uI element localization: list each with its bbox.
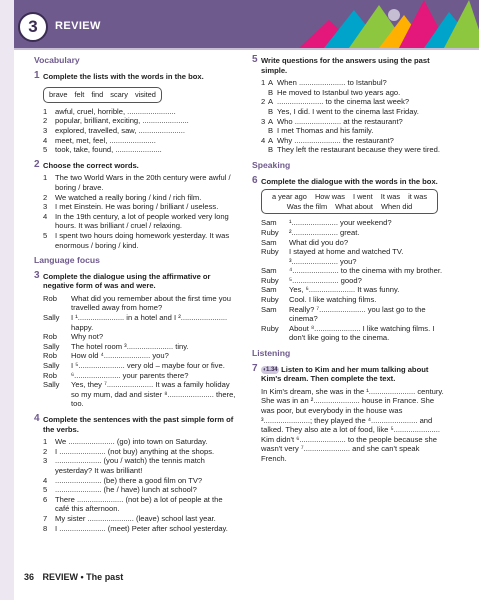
item-text: We watched a really boring / kind / rich film. [55,192,202,202]
item-number: 1 [43,437,48,447]
exercise-instruction: Write questions for the answers using the past simple. [261,56,430,75]
item-text: I spent two hours doing homework yesterday. It was enormous / boring / kind. [55,230,230,250]
box-word: brave [49,90,68,100]
vocabulary-heading: Vocabulary [34,55,80,65]
speaker-b-label: B [268,106,274,116]
answer-text: Yes, I did. I went to the cinema last Friday. [277,106,419,116]
speaker-b-label: B [268,87,274,97]
item-number: 4 [43,135,48,145]
item-text: took, take, found, ...................... [55,145,162,155]
speaker-b-label: B [268,145,274,155]
box-phrase: a year ago [271,192,307,202]
exercise-7 [252,362,447,464]
list-item [43,437,239,447]
dialogue-text: What did you do? [289,237,349,247]
item-text: ...................... (he / have) lunch at school? [55,485,197,495]
qa-pair [261,136,447,155]
question-line [261,117,447,127]
item-text: awful, cruel, horrible, ....................... [55,106,176,116]
list-item [43,456,239,475]
box-word: find [91,90,104,100]
left-margin-strip [0,0,14,600]
item-text: The two World Wars in the 20th century were awful / boring / brave. [55,173,231,192]
list-item [43,126,239,136]
dialogue-text: What did you remember about the first time you travelled away from home? [71,293,231,313]
item-number: 2 [43,446,48,456]
list-item [43,476,239,486]
question-text: Why ...................... the restaurant? [277,135,394,145]
question-line [261,136,447,146]
speaker-a-label: A [268,97,274,107]
item-text: explored, travelled, saw, ...................... [55,125,185,135]
answer-text: I met Thomas and his family. [277,126,374,136]
exercise-instruction [261,365,447,384]
list-item [43,485,239,495]
exercise-instruction: Complete the sentences with the past simple form of the verbs. [43,415,234,434]
item-number: 2 [261,97,266,107]
exercise-instruction: Complete the dialogue with the words in the box. [261,176,438,186]
dialogue-text: I stayed at home and watched TV. ³...................... you? [289,247,404,266]
dialogue-text: Yes, ⁶...................... It was funny. [289,285,400,295]
speaker-a-label: A [268,116,274,126]
speaker-name: Ruby [261,227,279,237]
word-box [43,87,162,103]
box-phrase: What about [335,201,373,211]
word-box-row [267,202,432,212]
exercise-6 [252,174,447,344]
dialogue-line [261,266,447,276]
gap-fill-text: In Kim's dream, she was in the ¹...................... century. She was in an ²...................... house in France. She was poor, but everybody in the house was ³......................; they played the ⁴...................... and talked. They also ate a lot of food, like ⁵...................... Kim didn't ⁶...................... to the people because she wasn't very ⁷...................... and she can't speak French. [261,386,444,463]
question-text: ...................... to the cinema last week? [277,97,410,107]
box-phrase: I went [352,192,373,202]
instruction-text: Listen to Kim and her mum talking about Kim's dream. Then complete the text. [261,364,429,384]
dialogue-line [43,351,239,361]
dialogue-text: ²...................... great. [289,227,360,237]
item-number: 3 [43,456,48,466]
exercise-number: 6 [252,174,258,186]
item-text: meet, met, feel, ...................... [55,135,156,145]
decorative-shapes [299,0,479,48]
dialogue-text: ⁵...................... good? [289,275,362,285]
speaker-name: Ruby [261,295,279,305]
dialogue-text: How old ⁴...................... you? [71,351,169,361]
item-number: 7 [43,513,48,523]
dialogue-text: ¹...................... your weekend? [289,218,392,228]
audio-track-icon[interactable]: ◖1.34 [262,366,278,373]
review-title: REVIEW [55,20,101,32]
answer-line [261,88,447,98]
dialogue-text: Really? ⁷...................... you last go to the cinema? [289,304,426,324]
dialogue-text: ⁴...................... to the cinema with my brother. [289,266,443,276]
speaker-name: Sam [261,218,277,228]
speaker-name: Sally [43,361,60,371]
box-word: visited [134,90,156,100]
qa-pair [261,97,447,116]
exercise-1 [34,69,239,155]
speaker-name: Sally [43,313,60,323]
page-number: 36 [24,572,35,582]
dialogue-line [261,238,447,248]
answer-line [261,126,447,136]
item-number: 4 [43,475,48,485]
list-item [43,136,239,146]
box-phrase: Was the film [286,201,328,211]
exercise-2 [34,158,239,250]
speaker-a-label: A [268,78,274,88]
question-line [261,97,447,107]
item-number: 4 [261,135,266,145]
speaker-name: Sam [261,266,277,276]
dialogue-line [261,305,447,324]
exercise-number: 2 [34,158,40,170]
answer-text: He moved to Istanbul two years ago. [277,87,401,97]
dialogue-text: I ⁵...................... very old – maybe four or five. [71,361,225,371]
item-number: 1 [43,173,48,183]
item-number: 3 [43,202,48,212]
question-line [261,78,447,88]
dialogue-line [43,342,239,352]
speaker-name: Sally [43,341,60,351]
dialogue-line [261,295,447,305]
speaking-heading: Speaking [252,159,291,170]
box-word: scary [110,90,128,100]
dialogue-line [261,228,447,238]
list-item [43,107,239,117]
box-word: felt [74,90,85,100]
answer-line [261,107,447,117]
box-phrase: How was [314,192,345,202]
answer-line [261,145,447,155]
dialogue-line [43,294,239,313]
item-number: 1 [261,78,266,88]
exercise-3 [34,269,239,409]
dialogue-line [43,361,239,371]
dialogue-line [261,276,447,286]
page-footer [24,572,123,582]
item-text: ...................... (you / watch) the tennis match yesterday? It was brilliant! [55,456,205,475]
speaker-a-label: A [268,135,274,145]
list-item [43,202,239,212]
item-number: 5 [43,485,48,495]
exercise-number: 4 [34,413,40,424]
exercise-instruction: Complete the lists with the words in the box. [43,71,204,81]
list-item [43,231,239,250]
exercise-instruction: Complete the dialogue using the affirmative or negative form of was and were. [43,271,211,291]
item-text: I ...................... (not buy) anything at the shops. [55,446,215,456]
list-item [43,524,239,534]
item-text: I ...................... (meet) Peter after school yesterday. [55,523,228,533]
speaker-name: Ruby [261,275,279,285]
exercise-5 [252,56,447,155]
question-text: Who ...................... at the restaurant? [277,116,403,126]
item-number: 4 [43,211,48,221]
item-text: popular, brilliant, exciting, ...................... [55,116,189,126]
box-phrase: When did [381,201,413,211]
item-number: 3 [43,125,48,135]
exercise-4 [34,415,239,533]
track-number: 1.34 [265,366,278,373]
dialogue-line [261,285,447,295]
item-text: ...................... (be) there a good film on TV? [55,475,203,485]
dialogue-text: Cool. I like watching films. [289,295,377,305]
speaker-name: Sam [261,237,277,247]
qa-pair [261,78,447,97]
speaker-b-label: B [268,126,274,136]
dialogue-text: The hotel room ³...................... tiny. [71,341,189,351]
language-focus-heading: Language focus [34,255,100,266]
dialogue-line [261,324,447,343]
dialogue-line [43,380,239,409]
list-item [43,193,239,203]
speaker-name: Rob [43,370,57,380]
item-text: We ...................... (go) into town on Saturday. [55,437,208,447]
speaker-name: Sally [43,380,60,390]
speaker-name: Sam [261,304,277,314]
list-item [43,116,239,126]
exercise-instruction: Choose the correct words. [43,160,139,170]
exercise-number: 7 [252,362,258,374]
word-box [261,189,438,214]
item-text: There ...................... (not be) a lot of people at the café this afternoon. [55,494,223,514]
item-number: 2 [43,192,48,202]
dialogue-line [43,332,239,342]
answer-text: They left the restaurant because they were tired. [277,145,440,155]
item-number: 8 [43,523,48,533]
exercise-number: 3 [34,269,40,281]
item-number: 2 [43,116,48,126]
question-text: When ...................... to Istanbul? [277,78,387,88]
exercise-number: 5 [252,54,258,65]
list-item [43,212,239,231]
item-number: 1 [43,106,48,116]
list-item [43,447,239,457]
dialogue-text: About ⁸...................... I like watching films. I don't like going to the cinema. [289,323,435,343]
dialogue-line [43,313,239,332]
listening-heading: Listening [252,348,291,359]
left-column [34,56,239,539]
right-column [252,56,447,470]
item-text: I met Einstein. He was boring / brilliant / useless. [55,202,219,212]
item-number: 5 [43,145,48,155]
dialogue-line [261,247,447,266]
speaker-name: Sam [261,285,277,295]
dialogue-text: Why not? [71,332,104,342]
dialogue-text: I ¹...................... in a hotel and I ²...................... happy. [71,313,228,332]
unit-number-badge: 3 [18,12,48,42]
qa-pair [261,117,447,136]
dialogue-line [261,218,447,228]
item-number: 6 [43,494,48,504]
word-box-row [267,192,432,202]
speaker-name: Rob [43,293,57,303]
footer-text: REVIEW • The past [42,572,124,582]
list-item [43,145,239,155]
dialogue-text: ⁶...................... your parents there? [71,370,189,380]
speaker-name: Ruby [261,247,279,257]
item-text: In the 19th century, a lot of people worked very long hours. It was brilliant / cruel / relaxing. [55,211,229,231]
dialogue-text: Yes, they ⁷...................... It was a family holiday so my mum, dad and sister ⁸...................... there, too. [71,380,236,409]
list-item [43,173,239,192]
speaker-name: Rob [43,332,57,342]
item-text: My sister ...................... (leave) school last year. [55,513,216,523]
box-phrase: it was [408,192,428,202]
exercise-number: 1 [34,69,40,81]
list-item [43,514,239,524]
box-phrase: It was [380,192,401,202]
list-item [43,495,239,514]
speaker-name: Ruby [261,323,279,333]
header-underline [14,48,479,50]
item-number: 3 [261,116,266,126]
speaker-name: Rob [43,351,57,361]
dialogue-line [43,371,239,381]
item-number: 5 [43,230,48,240]
